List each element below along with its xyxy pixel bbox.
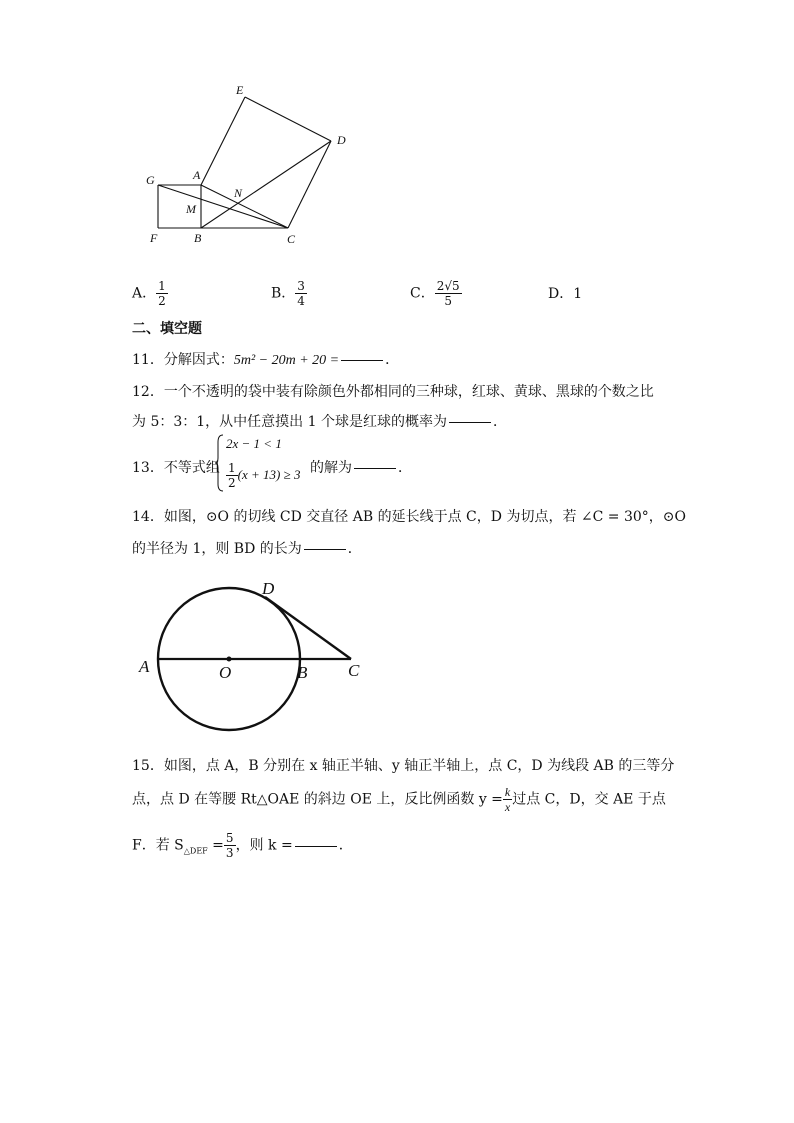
label-N: N [234, 186, 243, 200]
question-12-line2: 为 5：3：1，从中任意摸出 1 个球是红球的概率为 ． [132, 414, 507, 430]
label-E: E [236, 83, 244, 97]
choice-c: C． $\frac{2√5}{5}$ [410, 279, 460, 308]
answer-blank [354, 467, 396, 469]
answer-blank [341, 359, 383, 361]
geometry-figure-circle-tangent [135, 575, 370, 735]
question-15-line3: F．若 $S_{\triangle DEF}$ = $\frac{5}{3}$ ，则 k = ． [132, 831, 353, 860]
label-C: C [348, 661, 360, 680]
label-D: D [262, 579, 275, 598]
brace [215, 434, 225, 492]
question-15-line1: 15．如图，点 A，B 分别在 x 轴正半轴、y 轴正半轴上，点 C，D 为线段 AB 的三等分 [132, 758, 675, 774]
label-C: C [287, 232, 296, 246]
geometry-figure-squares [140, 78, 370, 253]
label-G: G [146, 173, 155, 187]
label-B: B [194, 231, 202, 245]
label-A: A [193, 168, 201, 182]
label-M: M [186, 202, 196, 216]
choice-d: D．1 [548, 286, 583, 302]
fraction: $\frac{1}{2}$ [158, 279, 166, 308]
fraction: $\frac{2√5}{5}$ [436, 279, 460, 308]
inequality-2: $\frac{1}{2}$ (x + 13) ≥ 3 [228, 461, 301, 490]
label-D: D [337, 133, 346, 147]
label-O: O [219, 663, 232, 682]
question-13-prefix: 13．不等式组 [132, 460, 220, 476]
label-A: A [139, 657, 150, 676]
question-14-line2: 的半径为 1，则 BD 的长为 ． [132, 541, 362, 557]
answer-blank [295, 845, 337, 847]
question-14-line1: 14．如图，⊙O 的切线 CD 交直径 AB 的延长线于点 C，D 为切点，若 ∠C = 30°，⊙O [132, 509, 686, 525]
question-13-suffix: 的解为 ． [310, 460, 412, 476]
inequality-1: 2x − 1 < 1 [226, 436, 282, 451]
choice-a: A． $\frac{1}{2}$ [132, 279, 166, 308]
choice-b: B． $\frac{3}{4}$ [271, 279, 305, 308]
question-11: 11．分解因式：5m² − 20m + 20 = ． [132, 352, 400, 368]
answer-blank [304, 548, 346, 550]
label-F: F [150, 231, 158, 245]
question-12-line1: 12．一个不透明的袋中装有除颜色外都相同的三种球，红球、黄球、黑球的个数之比 [132, 384, 654, 400]
question-15-line2: 点，点 D 在等腰 Rt△OAE 的斜边 OE 上，反比例函数 y = $\frac{k}{x}$ 过点 C，D，交 AE 于点 [132, 785, 666, 814]
label-B: B [297, 663, 308, 682]
fraction: $\frac{3}{4}$ [297, 279, 305, 308]
section-title: 二、填空题 [132, 321, 202, 337]
answer-blank [449, 421, 491, 423]
